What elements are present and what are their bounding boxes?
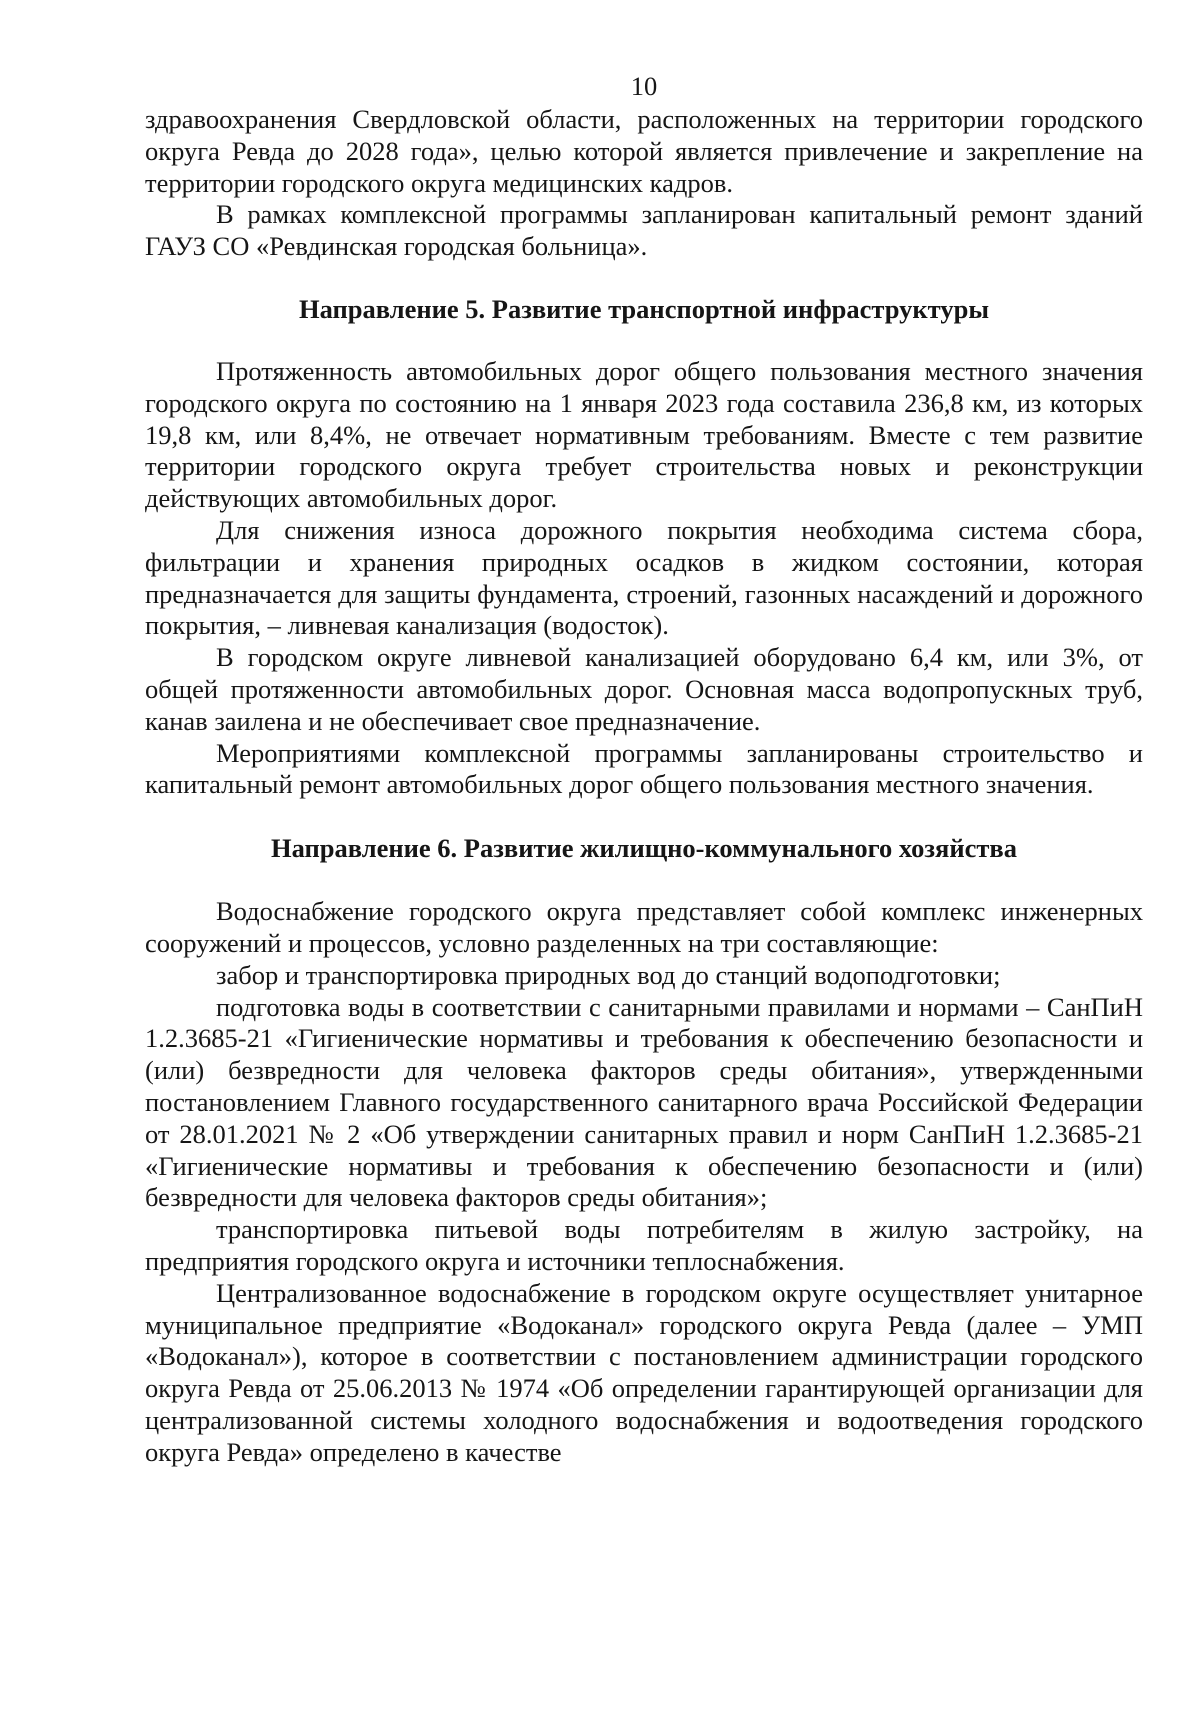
paragraph-stormwater-system: Для снижения износа дорожного покрытия необходима система сбора, фильтрации и хранения природных осадков в жидком состоянии, которая предназначается для защиты фундамента, строений, газонных насаждений и дорожного покрытия, – ливневая канализация (водосток). <box>145 514 1143 641</box>
section-5-heading: Направление 5. Развитие транспортной инфраструктуры <box>298 293 990 324</box>
paragraph-stormwater-coverage: В городском округе ливневой канализацией оборудовано 6,4 км, или 3%, от общей протяженности автомобильных дорог. Основная масса водопропускных труб, канав заилена и не обеспечивает свое предназначение. <box>145 642 1143 736</box>
paragraph-roads-program: Мероприятиями комплексной программы запланированы строительство и капитальный ремонт автомобильных дорог общего пользования местного значения. <box>145 737 1143 800</box>
paragraph-hospital-repair: В рамках комплексной программы запланирован капитальный ремонт зданий ГАУЗ СО «Ревдинская городская больница». <box>145 199 1143 262</box>
paragraph-water-intake: забор и транспортировка природных вод до станций водоподготовки; <box>216 959 1001 990</box>
paragraph-water-treatment: подготовка воды в соответствии с санитарными правилами и нормами – СанПиН 1.2.3685-21 «Гигиенические нормативы и требования к обеспечению безопасности и (или) безвредности для человека факторов среды обитания», утвержденными постановлением Главного государственного санитарного врача Российской Федерации от 28.01.2021 № 2 «Об утверждении санитарных правил и норм СанПиН 1.2.3685-21 «Гигиенические нормативы и требования к обеспечению безопасности и (или) безвредности для человека факторов среды обитания»; <box>145 991 1143 1213</box>
page-number: 10 <box>630 71 658 101</box>
paragraph-centralized-supply: Централизованное водоснабжение в городском округе осуществляет унитарное муниципальное предприятие «Водоканал» городского округа Ревда (далее – УМП «Водоканал»), которое в соответствии с постановлением администрации городского округа Ревда от 25.06.2013 № 1974 «Об определении гарантирующей организации для централизованной системы холодного водоснабжения и водоотведения городского округа Ревда» определено в качестве <box>145 1277 1143 1467</box>
paragraph-water-supply-overview: Водоснабжение городского округа представляет собой комплекс инженерных сооружений и процессов, условно разделенных на три составляющие: <box>145 896 1143 958</box>
paragraph-intro-continuation: здравоохранения Свердловской области, расположенных на территории городского округа Ревда до 2028 года», целью которой является привлечение и закрепление на территории городского округа медицинских кадров. <box>145 104 1143 198</box>
document-page <box>145 70 1143 1468</box>
paragraph-roads-length: Протяженность автомобильных дорог общего пользования местного значения городского округа по состоянию на 1 января 2023 года составила 236,8 км, из которых 19,8 км, или 8,4%, не отвечает нормативным требованиям. Вместе с тем развитие территории городского округа требует строительства новых и реконструкции действующих автомобильных дорог. <box>145 355 1143 514</box>
paragraph-water-transport: транспортировка питьевой воды потребителям в жилую застройку, на предприятия городского округа и источники теплоснабжения. <box>145 1214 1143 1276</box>
section-6-heading: Направление 6. Развитие жилищно-коммунального хозяйства <box>271 833 1017 864</box>
